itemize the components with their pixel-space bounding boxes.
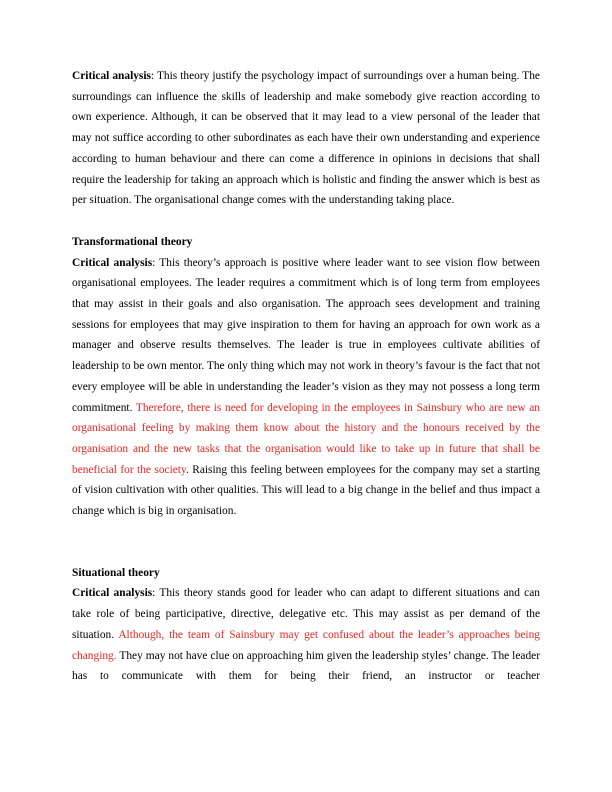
paragraph-text: : This theory justify the psychology impact of surroundings over a human being. The surroundings can influence the skills of leadership and make somebody give reaction according to own experience. Although, it can be observed that it may lead to a view personal of the leader that may not suffice according to other subordinates as each have their own understanding and experience according to human behaviour and there can come a difference in opinions in decisions that shall require the leadership for taking an approach which is holistic and finding the answer which is best as per situation. The organisational change comes with the understanding taking place. [72, 70, 540, 207]
heading-transformational-theory: Transformational theory [72, 235, 193, 248]
paragraph-critical-analysis-1 [72, 66, 540, 211]
paragraph-text: They may not have clue on approaching him given the leadership styles’ change. The leader has to communicate with them for being their friend, an instructor or teacher [72, 649, 540, 683]
label-critical-analysis: Critical analysis [72, 256, 153, 269]
heading-situational-theory: Situational theory [72, 566, 160, 579]
paragraph-situational-analysis [72, 583, 540, 687]
label-critical-analysis: Critical analysis [72, 587, 153, 600]
highlighted-text: Although, the team of Sainsbury may get confused about the leader’s approaches being changing. [72, 628, 540, 662]
highlighted-text: Therefore, there is need for developing in the employees in Sainsbury who are new an organisational feeling by making them know about the history and the honours received by the organisation and the new tasks that the organisation would like to take up in future that shall be beneficial for the society [72, 401, 540, 476]
paragraph-transformational-analysis [72, 253, 540, 522]
paragraph-text: . Raising this feeling between employees for the company may set a starting of vision cultivation with other qualities. This will lead to a big change in the belief and thus impact a change which is big in organisation. [72, 463, 540, 518]
spacer [72, 522, 540, 563]
paragraph-text: : This theory’s approach is positive where leader want to see vision flow between organisational employees. The leader requires a commitment which is of long term from employees that may assist in their goals and also organisation. The approach sees development and training sessions for employees that may give inspiration to them for having an approach for own work as a manager and observe results themselves. The leader is true in employees cultivate abilities of leadership to be own mentor. The only thing which may not work in theory’s favour is the fact that not every employee will be able in understanding the leader’s vision as they may not possess a long term commitment. [72, 256, 540, 414]
paragraph-text: : This theory stands good for leader who can adapt to different situations and can take role of being participative, directive, delegative etc. This may assist as per demand of the situation. [72, 587, 540, 641]
spacer [72, 211, 540, 232]
label-critical-analysis: Critical analysis [72, 70, 151, 82]
